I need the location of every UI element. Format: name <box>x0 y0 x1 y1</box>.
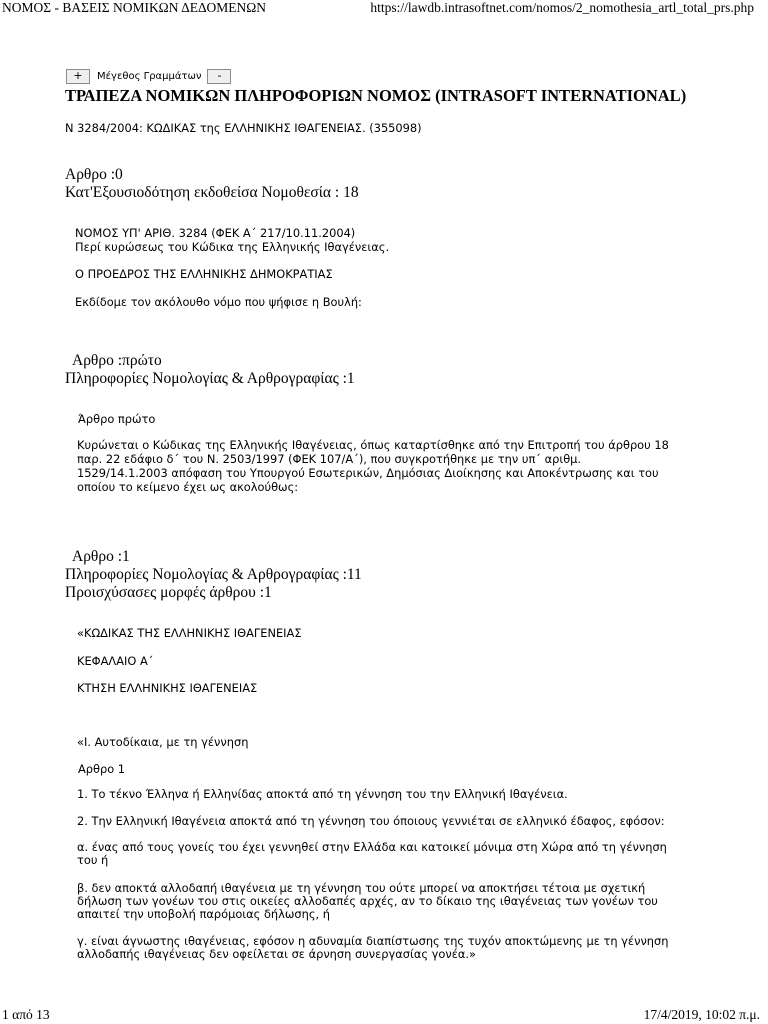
law-header-line: ΝΟΜΟΣ ΥΠ' ΑΡΙΘ. 3284 (ΦΕΚ Α΄ 217/10.11.2004) <box>75 226 356 240</box>
chapter-label: ΚΕΦΑΛΑΙΟ Α΄ <box>77 654 154 668</box>
article-label: Αρθρο 1 <box>78 762 126 776</box>
article-number[interactable]: Αρθρο :1 <box>72 548 130 565</box>
clause-c-line: αλλοδαπής ιθαγένειας δεν οφείλεται σε άρνηση συνεργασίας γονέα.» <box>77 947 476 961</box>
increase-font-button[interactable]: + <box>66 69 90 84</box>
delegated-legislation-link[interactable]: Κατ'Εξουσιοδότηση εκδοθείσα Νομοθεσία : 18 <box>65 184 359 201</box>
paragraph-2: 2. Την Ελληνική Ιθαγένεια αποκτά από τη γέννηση του όποιους γεννιέται σε ελληνικό έδαφος, εφόσον: <box>77 814 665 828</box>
print-header-url: https://lawdb.intrasoftnet.com/nomos/2_nomothesia_artl_total_prs.php <box>370 0 754 15</box>
paragraph-1: 1. Το τέκνο Έλληνα ή Ελληνίδας αποκτά από τη γέννηση του την Ελληνική Ιθαγένεια. <box>77 787 568 801</box>
paragraph-line: οποίου το κείμενο έχει ως ακολούθως: <box>77 480 299 494</box>
clause-a-line: α. ένας από τους γονείς του έχει γεννηθεί στην Ελλάδα και κατοικεί μόνιμα στη Χώρα από τη γέννηση <box>77 840 667 854</box>
previous-versions-link[interactable]: Προισχύσασες μορφές άρθρου :1 <box>65 584 272 601</box>
article-heading: Άρθρο πρώτο <box>78 412 156 426</box>
paragraph-line: Κυρώνεται ο Κώδικας της Ελληνικής Ιθαγένειας, όπως καταρτίσθηκε από την Επιτροπή του άρθρου 18 <box>77 438 669 452</box>
clause-b-line: β. δεν αποκτά αλλοδαπή ιθαγένεια με τη γέννηση του ούτε μπορεί να αποκτήσει τέτοια με σχετική <box>77 881 646 895</box>
case-law-info-link[interactable]: Πληροφορίες Νομολογίας & Αρθρογραφίας :11 <box>65 566 362 583</box>
print-footer-datetime: 17/4/2019, 10:02 π.μ. <box>643 1007 760 1022</box>
font-size-label: Μέγεθος Γραμμάτων <box>97 71 202 82</box>
clause-b-line: απαιτεί την υποβολή παρόμοιας δήλωσης, ή <box>77 907 331 921</box>
print-header-title: ΝΟΜΟΣ - ΒΑΣΕΙΣ ΝΟΜΙΚΩΝ ΔΕΔΟΜΕΝΩΝ <box>2 0 266 15</box>
article-number[interactable]: Αρθρο :πρώτο <box>72 352 162 369</box>
law-subject: Περί κυρώσεως του Κώδικα της Ελληνικής Ιθαγένειας. <box>75 240 390 254</box>
paragraph-line: παρ. 22 εδάφιο δ΄ του Ν. 2503/1997 (ΦΕΚ 107/Α΄), που συγκροτήθηκε με την υπ΄ αριθμ. <box>77 452 582 466</box>
paragraph-line: 1529/14.1.2003 απόφαση του Υπουργού Εσωτερικών, Δημόσιας Διοίκησης και Αποκέντρωσης και του <box>77 466 659 480</box>
font-size-controls <box>66 69 231 84</box>
clause-b-line: δήλωση των γονέων του στις οικείες αλλοδαπές αρχές, αν το δίκαιο της ιθαγένειας των γονέων του <box>77 894 658 908</box>
page-title: ΤΡΑΠΕΖΑ ΝΟΜΙΚΩΝ ΠΛΗΡΟΦΟΡΙΩΝ ΝΟΜΟΣ (INTRASOFT INTERNATIONAL) <box>65 86 687 105</box>
enactment-line: Εκδίδομε τον ακόλουθο νόμο που ψήφισε η Βουλή: <box>75 295 362 309</box>
subsection-title: «Ι. Αυτοδίκαια, με τη γέννηση <box>77 735 249 749</box>
case-law-info-link[interactable]: Πληροφορίες Νομολογίας & Αρθρογραφίας :1 <box>65 370 355 387</box>
president-line: Ο ΠΡΟΕΔΡΟΣ ΤΗΣ ΕΛΛΗΝΙΚΗΣ ΔΗΜΟΚΡΑΤΙΑΣ <box>75 267 333 281</box>
code-title: «ΚΩΔΙΚΑΣ ΤΗΣ ΕΛΛΗΝΙΚΗΣ ΙΘΑΓΕΝΕΙΑΣ <box>77 626 302 640</box>
clause-a-line: του ή <box>77 853 109 867</box>
law-reference: Ν 3284/2004: ΚΩΔΙΚΑΣ της ΕΛΛΗΝΙΚΗΣ ΙΘΑΓΕΝΕΙΑΣ. (355098) <box>65 121 422 135</box>
chapter-title: ΚΤΗΣΗ ΕΛΛΗΝΙΚΗΣ ΙΘΑΓΕΝΕΙΑΣ <box>77 681 258 695</box>
decrease-font-button[interactable]: - <box>207 69 231 84</box>
article-number[interactable]: Αρθρο :0 <box>65 166 123 183</box>
print-footer-page: 1 από 13 <box>2 1007 50 1022</box>
clause-c-line: γ. είναι άγνωστης ιθαγένειας, εφόσον η αδυναμία διαπίστωσης της τυχόν αποκτώμενης με τη γέννηση <box>77 934 669 948</box>
